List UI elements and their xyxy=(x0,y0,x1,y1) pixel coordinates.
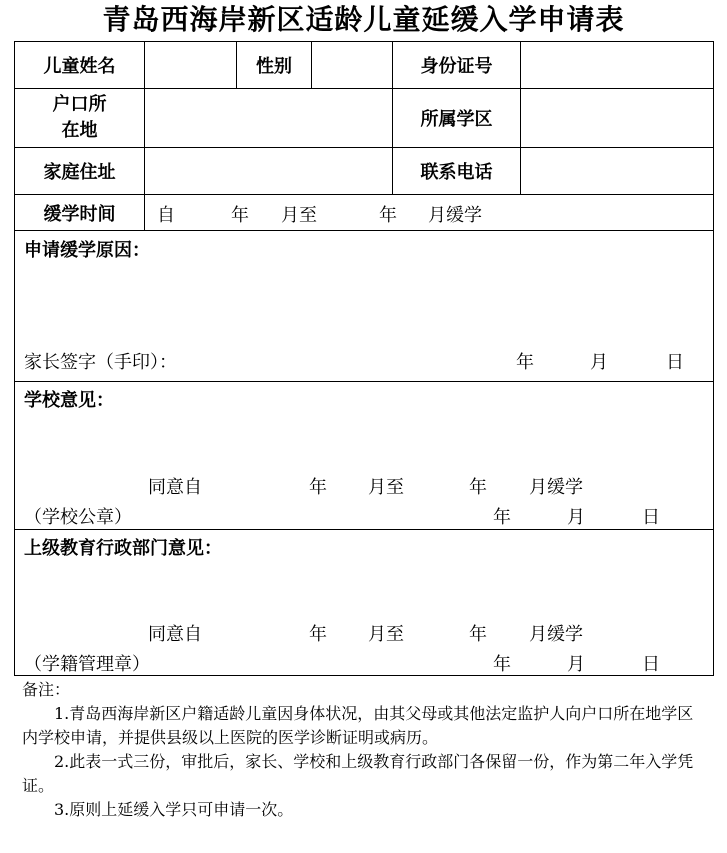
education-agree-from: 同意自 xyxy=(148,624,202,645)
form-title: 青岛西海岸新区适龄儿童延缓入学申请表 xyxy=(102,3,625,36)
label-id-number: 身份证号 xyxy=(420,56,493,77)
defer-month-to: 月至 xyxy=(281,205,317,226)
reason-day: 日 xyxy=(666,352,684,373)
school-year: 年 xyxy=(493,507,511,528)
note-item: 3.原则上延缓入学只可申请一次。 xyxy=(54,800,294,819)
reason-field[interactable] xyxy=(24,262,704,342)
gender-field[interactable] xyxy=(312,42,392,88)
row-line xyxy=(14,230,714,231)
phone-field[interactable] xyxy=(521,148,713,194)
row-line xyxy=(14,529,714,530)
school-agree-from: 同意自 xyxy=(148,477,202,498)
reason-heading: 申请缓学原因： xyxy=(24,240,150,261)
label-hukou-line1: 户口所 xyxy=(52,94,107,115)
notes-section xyxy=(22,678,702,822)
label-hukou-line2: 在地 xyxy=(61,120,98,141)
defer-year1: 年 xyxy=(231,205,249,226)
education-month-defer: 月缓学 xyxy=(529,624,583,645)
school-seal-label: （学校公章） xyxy=(24,507,132,528)
hukou-field[interactable] xyxy=(145,89,392,147)
school-year1: 年 xyxy=(309,477,327,498)
defer-from: 自 xyxy=(157,205,175,226)
table-border-right xyxy=(713,41,714,676)
home-address-field[interactable] xyxy=(145,148,392,194)
label-defer-period: 缓学时间 xyxy=(43,203,116,225)
school-opinion-heading: 学校意见： xyxy=(24,390,114,411)
school-year2: 年 xyxy=(469,477,487,498)
label-home-address: 家庭住址 xyxy=(43,162,116,183)
defer-month-defer: 月缓学 xyxy=(428,205,482,226)
school-district-field[interactable] xyxy=(521,89,713,147)
education-month: 月 xyxy=(567,654,585,675)
defer-year2: 年 xyxy=(379,205,397,226)
school-month-to: 月至 xyxy=(368,477,404,498)
note-item: 2.此表一式三份，审批后，家长、学校和上级教育行政部门各保留一份，作为第二年入学凭证。 xyxy=(22,752,694,795)
education-opinion-heading: 上级教育行政部门意见： xyxy=(24,538,222,559)
education-seal-label: （学籍管理章） xyxy=(24,654,150,675)
label-school-district: 所属学区 xyxy=(420,109,493,130)
label-hukou xyxy=(15,89,144,147)
education-month-to: 月至 xyxy=(368,624,404,645)
school-month-defer: 月缓学 xyxy=(529,477,583,498)
parent-signature-label: 家长签字（手印）： xyxy=(24,352,177,373)
school-day: 日 xyxy=(642,507,660,528)
school-month: 月 xyxy=(567,507,585,528)
notes-label: 备注： xyxy=(22,680,71,699)
note-item: 1.青岛西海岸新区户籍适龄儿童因身体状况，由其父母或其他法定监护人向户口所在地学区内学校申请，并提供县级以上医院的医学诊断证明或病历。 xyxy=(22,704,694,747)
education-year1: 年 xyxy=(309,624,327,645)
label-child-name: 儿童姓名 xyxy=(43,56,116,77)
reason-month: 月 xyxy=(590,352,608,373)
id-number-field[interactable] xyxy=(521,42,713,88)
education-year: 年 xyxy=(493,654,511,675)
label-phone: 联系电话 xyxy=(420,162,493,183)
education-year2: 年 xyxy=(469,624,487,645)
education-day: 日 xyxy=(642,654,660,675)
reason-year: 年 xyxy=(516,352,534,373)
child-name-field[interactable] xyxy=(145,42,236,88)
label-gender: 性别 xyxy=(256,56,292,77)
row-line xyxy=(14,381,714,382)
